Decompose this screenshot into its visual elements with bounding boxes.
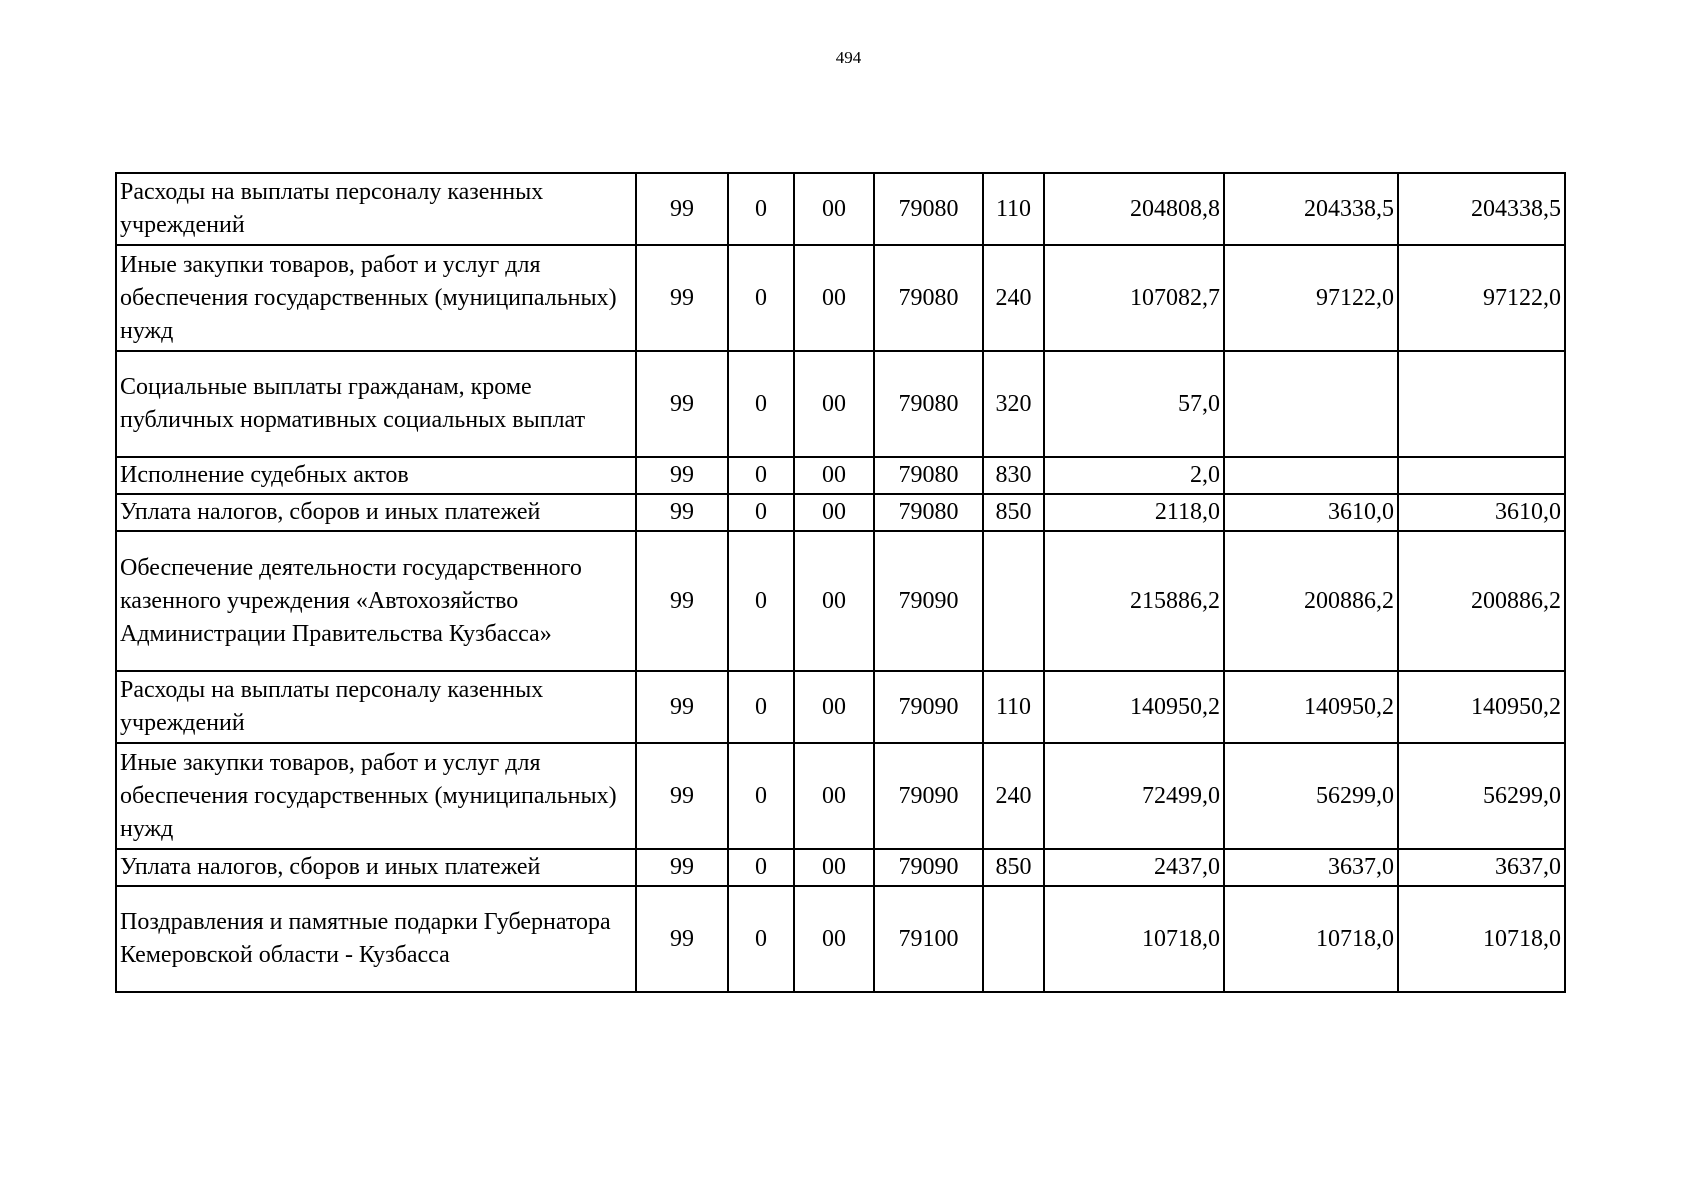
code-subprogram: 0 — [728, 886, 794, 992]
code-direction: 79080 — [874, 173, 983, 245]
code-program: 99 — [636, 245, 728, 351]
code-direction: 79080 — [874, 494, 983, 531]
amount-2: 10718,0 — [1224, 886, 1398, 992]
code-direction: 79090 — [874, 743, 983, 849]
code-subprogram: 0 — [728, 671, 794, 743]
row-name: Поздравления и памятные подарки Губернатора Кемеровской области - Кузбасса — [116, 886, 636, 992]
code-subprogram: 0 — [728, 457, 794, 494]
table-row — [116, 245, 1565, 351]
amount-2: 3610,0 — [1224, 494, 1398, 531]
row-name: Уплата налогов, сборов и иных платежей — [116, 494, 636, 531]
amount-2: 97122,0 — [1224, 245, 1398, 351]
amount-3: 10718,0 — [1398, 886, 1565, 992]
code-subprogram: 0 — [728, 849, 794, 886]
amount-2: 200886,2 — [1224, 531, 1398, 671]
row-name: Исполнение судебных актов — [116, 457, 636, 494]
code-direction: 79080 — [874, 457, 983, 494]
code-expense-type — [983, 886, 1044, 992]
code-direction: 79080 — [874, 245, 983, 351]
code-direction: 79090 — [874, 671, 983, 743]
code-program: 99 — [636, 849, 728, 886]
table-row — [116, 886, 1565, 992]
page-number: 494 — [835, 48, 862, 67]
amount-3: 204338,5 — [1398, 173, 1565, 245]
table-row — [116, 531, 1565, 671]
code-expense-type: 240 — [983, 245, 1044, 351]
code-main-event: 00 — [794, 173, 874, 245]
amount-3: 97122,0 — [1398, 245, 1565, 351]
code-direction: 79100 — [874, 886, 983, 992]
code-main-event: 00 — [794, 531, 874, 671]
table-row — [116, 743, 1565, 849]
code-main-event: 00 — [794, 351, 874, 457]
code-expense-type: 110 — [983, 671, 1044, 743]
amount-2: 56299,0 — [1224, 743, 1398, 849]
row-name: Уплата налогов, сборов и иных платежей — [116, 849, 636, 886]
amount-3 — [1398, 457, 1565, 494]
amount-3: 140950,2 — [1398, 671, 1565, 743]
amount-2: 204338,5 — [1224, 173, 1398, 245]
table-row — [116, 457, 1565, 494]
amount-1: 2437,0 — [1044, 849, 1224, 886]
code-expense-type: 110 — [983, 173, 1044, 245]
code-program: 99 — [636, 457, 728, 494]
code-expense-type: 850 — [983, 849, 1044, 886]
code-main-event: 00 — [794, 245, 874, 351]
code-expense-type: 320 — [983, 351, 1044, 457]
row-name: Расходы на выплаты персоналу казенных учреждений — [116, 173, 636, 245]
code-main-event: 00 — [794, 886, 874, 992]
row-name: Иные закупки товаров, работ и услуг для обеспечения государственных (муниципальных) нужд — [116, 743, 636, 849]
amount-1: 140950,2 — [1044, 671, 1224, 743]
budget-table — [115, 172, 1566, 993]
code-subprogram: 0 — [728, 743, 794, 849]
code-main-event: 00 — [794, 494, 874, 531]
table-row — [116, 671, 1565, 743]
row-name: Обеспечение деятельности государственного казенного учреждения «Автохозяйство Администрации Правительства Кузбасса» — [116, 531, 636, 671]
amount-2 — [1224, 457, 1398, 494]
table-row — [116, 351, 1565, 457]
amount-3: 56299,0 — [1398, 743, 1565, 849]
amount-1: 72499,0 — [1044, 743, 1224, 849]
code-subprogram: 0 — [728, 245, 794, 351]
code-direction: 79090 — [874, 849, 983, 886]
amount-3: 200886,2 — [1398, 531, 1565, 671]
code-subprogram: 0 — [728, 494, 794, 531]
amount-3: 3637,0 — [1398, 849, 1565, 886]
amount-1: 10718,0 — [1044, 886, 1224, 992]
code-program: 99 — [636, 351, 728, 457]
amount-1: 215886,2 — [1044, 531, 1224, 671]
code-main-event: 00 — [794, 743, 874, 849]
amount-3: 3610,0 — [1398, 494, 1565, 531]
code-program: 99 — [636, 173, 728, 245]
code-expense-type: 240 — [983, 743, 1044, 849]
amount-2 — [1224, 351, 1398, 457]
code-expense-type — [983, 531, 1044, 671]
code-main-event: 00 — [794, 457, 874, 494]
code-direction: 79080 — [874, 351, 983, 457]
table-row — [116, 173, 1565, 245]
code-subprogram: 0 — [728, 173, 794, 245]
table-row — [116, 849, 1565, 886]
amount-1: 57,0 — [1044, 351, 1224, 457]
code-main-event: 00 — [794, 849, 874, 886]
code-program: 99 — [636, 494, 728, 531]
row-name: Иные закупки товаров, работ и услуг для обеспечения государственных (муниципальных) нужд — [116, 245, 636, 351]
amount-2: 140950,2 — [1224, 671, 1398, 743]
amount-2: 3637,0 — [1224, 849, 1398, 886]
amount-1: 204808,8 — [1044, 173, 1224, 245]
code-expense-type: 830 — [983, 457, 1044, 494]
code-main-event: 00 — [794, 671, 874, 743]
amount-1: 107082,7 — [1044, 245, 1224, 351]
code-program: 99 — [636, 531, 728, 671]
code-program: 99 — [636, 743, 728, 849]
code-direction: 79090 — [874, 531, 983, 671]
amount-1: 2,0 — [1044, 457, 1224, 494]
code-subprogram: 0 — [728, 351, 794, 457]
row-name: Социальные выплаты гражданам, кроме публичных нормативных социальных выплат — [116, 351, 636, 457]
code-program: 99 — [636, 886, 728, 992]
table-row — [116, 494, 1565, 531]
code-program: 99 — [636, 671, 728, 743]
code-expense-type: 850 — [983, 494, 1044, 531]
amount-1: 2118,0 — [1044, 494, 1224, 531]
code-subprogram: 0 — [728, 531, 794, 671]
row-name: Расходы на выплаты персоналу казенных учреждений — [116, 671, 636, 743]
amount-3 — [1398, 351, 1565, 457]
